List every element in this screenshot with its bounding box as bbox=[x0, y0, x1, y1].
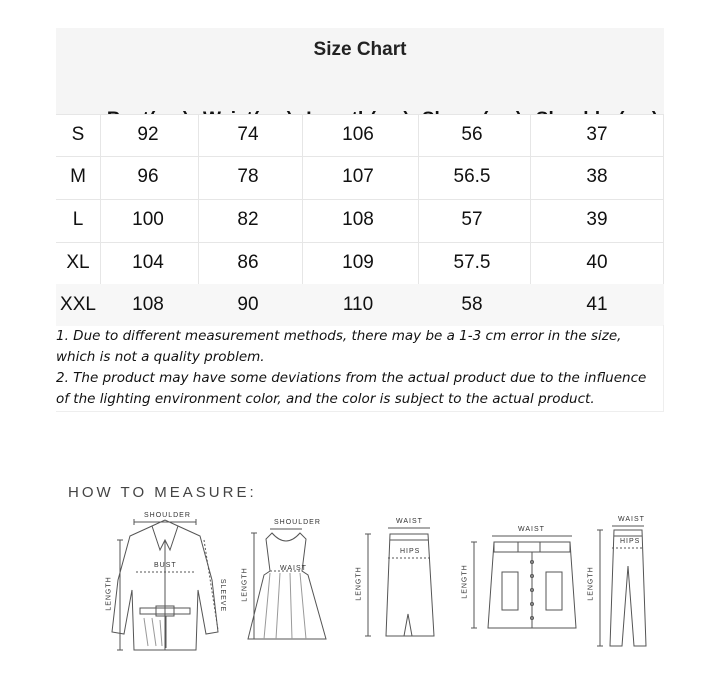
table-divider bbox=[56, 199, 664, 200]
table-divider bbox=[663, 114, 664, 284]
sleeve-cell: 57 bbox=[461, 209, 483, 230]
bust-cell: 108 bbox=[132, 294, 164, 315]
shoulder-cell: 40 bbox=[586, 252, 608, 273]
table-divider bbox=[418, 114, 419, 284]
jacket-length-label: LENGTH bbox=[105, 576, 113, 611]
jacket-shoulder-label: SHOULDER bbox=[144, 512, 191, 519]
skirt-waist-label: WAIST bbox=[396, 518, 423, 525]
mini-skirt-waist-label: WAIST bbox=[518, 526, 545, 533]
mini-skirt-measure-illustration bbox=[462, 522, 582, 642]
length-cell: 109 bbox=[342, 252, 374, 273]
bust-cell: 104 bbox=[132, 252, 164, 273]
shoulder-cell: 37 bbox=[586, 124, 608, 145]
table-divider bbox=[198, 114, 199, 284]
table-row bbox=[56, 114, 664, 156]
length-cell: 108 bbox=[342, 209, 374, 230]
waist-cell: 86 bbox=[237, 252, 259, 273]
dress-length-label: LENGTH bbox=[241, 567, 249, 602]
shoulder-cell: 38 bbox=[586, 166, 608, 187]
dress-shoulder-label: SHOULDER bbox=[274, 519, 321, 526]
size-notes bbox=[56, 326, 662, 410]
table-divider bbox=[56, 242, 664, 243]
sleeve-cell: 56 bbox=[461, 124, 483, 145]
waist-cell: 90 bbox=[237, 294, 259, 315]
table-divider bbox=[530, 114, 531, 284]
size-cell: S bbox=[71, 124, 85, 145]
bust-cell: 92 bbox=[137, 124, 159, 145]
size-cell: XXL bbox=[60, 294, 96, 315]
waist-cell: 78 bbox=[237, 166, 259, 187]
skirt-hips-label: HIPS bbox=[400, 548, 421, 555]
size-cell: L bbox=[72, 209, 84, 230]
pants-length-label: LENGTH bbox=[587, 566, 595, 601]
bust-cell: 96 bbox=[137, 166, 159, 187]
table-row bbox=[56, 242, 664, 284]
pants-measure-illustration bbox=[588, 516, 658, 656]
sleeve-cell: 58 bbox=[461, 294, 483, 315]
length-cell: 107 bbox=[342, 166, 374, 187]
sleeve-cell: 57.5 bbox=[453, 252, 491, 273]
sleeve-cell: 56.5 bbox=[453, 166, 491, 187]
bust-cell: 100 bbox=[132, 209, 164, 230]
note-1: 1. Due to different measurement methods, there may be a 1-3 cm error in the size, which is not a quality problem. bbox=[56, 328, 622, 365]
table-divider bbox=[56, 156, 664, 157]
size-cell: XL bbox=[66, 252, 90, 273]
skirt-length-label: LENGTH bbox=[355, 566, 363, 601]
shoulder-cell: 39 bbox=[586, 209, 608, 230]
note-2: 2. The product may have some deviations from the actual product due to the influence of the lighting environment color, and the color is subject to the actual product. bbox=[56, 370, 647, 407]
how-to-measure-title: HOW TO MEASURE: bbox=[68, 484, 257, 501]
waist-cell: 82 bbox=[237, 209, 259, 230]
table-divider bbox=[100, 114, 101, 284]
dress-waist-label: WAIST bbox=[280, 565, 307, 572]
pants-hips-label: HIPS bbox=[620, 538, 641, 545]
pants-waist-label: WAIST bbox=[618, 516, 645, 523]
size-cell: M bbox=[70, 166, 86, 187]
waist-cell: 74 bbox=[237, 124, 259, 145]
jacket-bust-label: BUST bbox=[154, 562, 177, 569]
table-row bbox=[56, 156, 664, 198]
length-cell: 110 bbox=[342, 294, 374, 315]
table-divider bbox=[302, 114, 303, 284]
table-divider bbox=[56, 114, 664, 115]
table-row bbox=[56, 284, 664, 326]
skirt-measure-illustration bbox=[350, 518, 440, 648]
table-row bbox=[56, 199, 664, 241]
jacket-measure-illustration bbox=[100, 510, 230, 660]
size-chart-title: Size Chart bbox=[313, 39, 407, 60]
jacket-sleeve-label: SLEEVE bbox=[219, 578, 227, 613]
dress-measure-illustration bbox=[240, 515, 330, 655]
mini-skirt-length-label: LENGTH bbox=[461, 564, 469, 599]
size-chart-table bbox=[56, 28, 664, 412]
length-cell: 106 bbox=[342, 124, 374, 145]
shoulder-cell: 41 bbox=[586, 294, 608, 315]
size-chart-title-row bbox=[56, 28, 664, 72]
